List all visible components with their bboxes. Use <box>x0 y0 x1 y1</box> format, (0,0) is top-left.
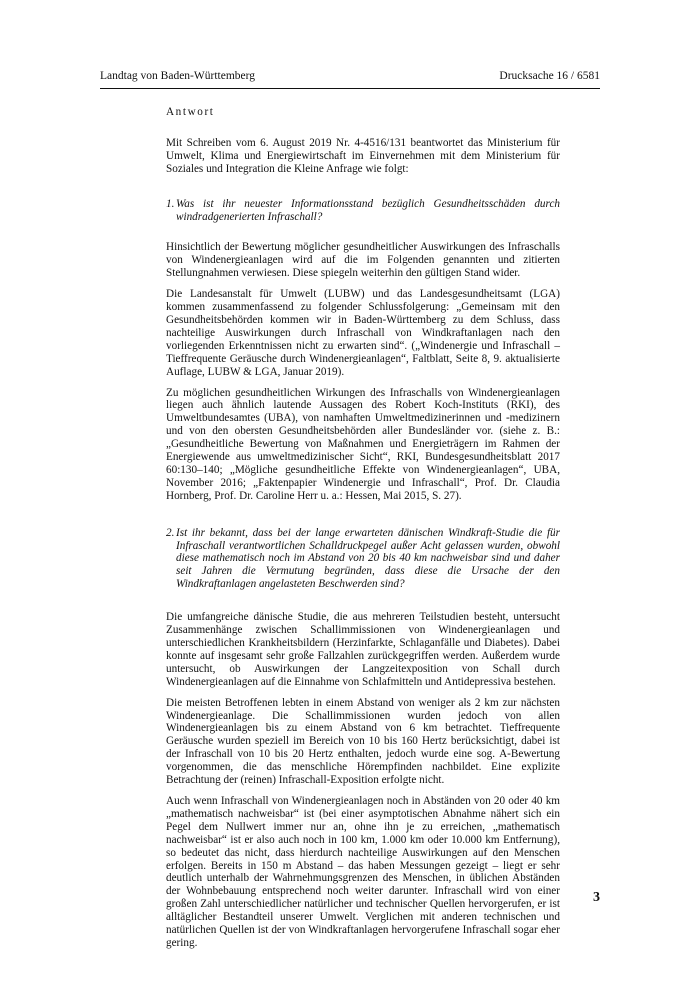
page-content <box>166 106 560 958</box>
header-issuer: Landtag von Baden-Württemberg <box>100 70 255 82</box>
intro-paragraph: Mit Schreiben vom 6. August 2019 Nr. 4-4516/131 beantwortet das Ministerium für Umwelt, Klima und Energiewirtschaft im Einvernehmen mit dem Ministerium für Soziales und Integration die Kleine Anfrage wie folgt: <box>166 136 560 175</box>
answer-1-paragraph: Zu möglichen gesundheitlichen Wirkungen des Infraschalls von Windenergieanlagen liegen auch ähnlich lautende Aussagen des Robert Koch-Instituts (RKI), des Umweltbundesamtes (UBA), von namhaften Umweltmedizinerinnen und -medizinern und von den obersten Gesundheitsbehörden aller Bundesländer vor. (siehe z. B.: „Gesundheitliche Bewertung von Maßnahmen und Energieträgern im Rahmen der Energiewende aus umweltmedizinischer Sicht“, RKI, Bundesgesundheitsblatt 2017 60:130–140; „Mögliche gesundheitliche Effekte von Windenergieanlagen“, UBA, November 2016; „Faktenpapier Windenergie und Infraschall“, Prof. Dr. Claudia Hornberg, Prof. Dr. Caroline Herr u. a.: Hessen, Mai 2015, S. 27). <box>166 386 560 502</box>
page-number: 3 <box>593 890 600 905</box>
question-1 <box>166 198 560 224</box>
header-document-number: Drucksache 16 / 6581 <box>499 70 600 82</box>
answer-2-paragraph: Die meisten Betroffenen lebten in einem Abstand von weniger als 2 km zur nächsten Windenergieanlage. Die Schallimmissionen wurden jedoch von allen Windenergieanlagen bis zu einem Abstand von 6 km betrachtet. Tieffrequente Geräusche wurden speziell im Bereich von 10 bis 160 Hertz berücksichtigt, dabei ist der Infraschall von 10 bis 20 Hertz enthalten, jedoch wurde eine sog. A-Bewertung vorgenommen, die das menschliche Hörempfinden nachbildet. Eine explizite Betrachtung der (reinen) Infraschall-Exposition erfolgte nicht. <box>166 696 560 787</box>
header-rule <box>100 88 600 89</box>
question-2-number: 2. <box>166 526 175 539</box>
section-heading: Antwort <box>166 106 215 118</box>
answer-1-paragraph: Hinsichtlich der Bewertung möglicher gesundheitlicher Auswirkungen des Infraschalls von Windenergieanlagen wird auf die im Folgenden genannten und zitierten Stellungnahmen verwiesen. Diese spiegeln weiterhin den gültigen Stand wider. <box>166 241 560 280</box>
question-2 <box>166 527 560 592</box>
answer-2-paragraph: Die umfangreiche dänische Studie, die aus mehreren Teilstudien besteht, untersucht Zusammenhänge zwischen Schallimmissionen von Windenergieanlagen und unterschiedlichen Krankheitsbildern (Herzinfarkte, Schlaganfälle und Diabetes). Dabei konnte auf insgesamt sehr große Fallzahlen zurückgegriffen werden. Außerdem wurde untersucht, ob Auswirkungen der Langzeitexposition von Schall durch Windenergieanlagen auf die Einnahme von Schlafmitteln und Antidepressiva bestehen. <box>166 611 560 688</box>
question-2-text: Ist ihr bekannt, dass bei der lange erwarteten dänischen Windkraft-Studie die für Infraschall verantwortlichen Schalldruckpegel außer Acht gelassen wurden, obwohl diese mathematisch noch im Abstand von 20 bis 40 km nachweisbar sind und daher seit Jahren die Vermutung begründen, dass diese die Ursache der den Windkraftanlagen angelasteten Beschwerden sind? <box>176 526 560 591</box>
answer-1-paragraph: Die Landesanstalt für Umwelt (LUBW) und das Landesgesundheitsamt (LGA) kommen zusammenfassend zu folgender Schlussfolgerung: „Gemeinsam mit den Gesundheitsbehörden kommen wir in Baden-Württemberg zu dem Schluss, dass nachteilige Auswirkungen durch Infraschall von Windkraftanlagen nach den vorliegenden Erkenntnissen nicht zu erwarten sind“. („Windenergie und Infraschall – Tieffrequente Geräusche durch Windenergieanlagen“, Faltblatt, Seite 8, 9. aktualisierte Auflage, LUBW & LGA, Januar 2019). <box>166 288 560 378</box>
answer-2-paragraph: Auch wenn Infraschall von Windenergieanlagen noch in Abständen von 20 oder 40 km „mathematisch nachweisbar“ ist (bei einer asymptotischen Abnahme nähert sich ein Pegel dem Nullwert immer nur an, ohne ihn je zu erreichen, „mathematisch nachweisbar“ ist er also auch noch in 100 km, 1.000 km oder 10.000 km Entfernung), so bedeutet das nicht, dass hierdurch nachteilige Auswirkungen auf den Menschen erfolgen. Bereits in 150 m Abstand – das haben Messungen gezeigt – liegt er sehr deutlich unterhalb der Wahrnehmungsgrenzen des Menschen, in üblichen Abständen der Wohnbebauung entsprechend noch weiter darunter. Infraschall wird von einer großen Zahl unterschiedlicher natürlicher und technischer Quellen hervorgerufen, er ist alltäglicher Bestandteil unserer Umwelt. Verglichen mit anderen technischen und natürlichen Quellen ist der von Windkraftanlagen hervorgerufene Infraschall sogar eher gering. <box>166 794 560 949</box>
page-header <box>100 70 600 86</box>
question-1-text: Was ist ihr neuester Informationsstand bezüglich Gesundheitsschäden durch windradgenerierten Infraschall? <box>176 197 560 223</box>
question-1-number: 1. <box>166 197 175 210</box>
